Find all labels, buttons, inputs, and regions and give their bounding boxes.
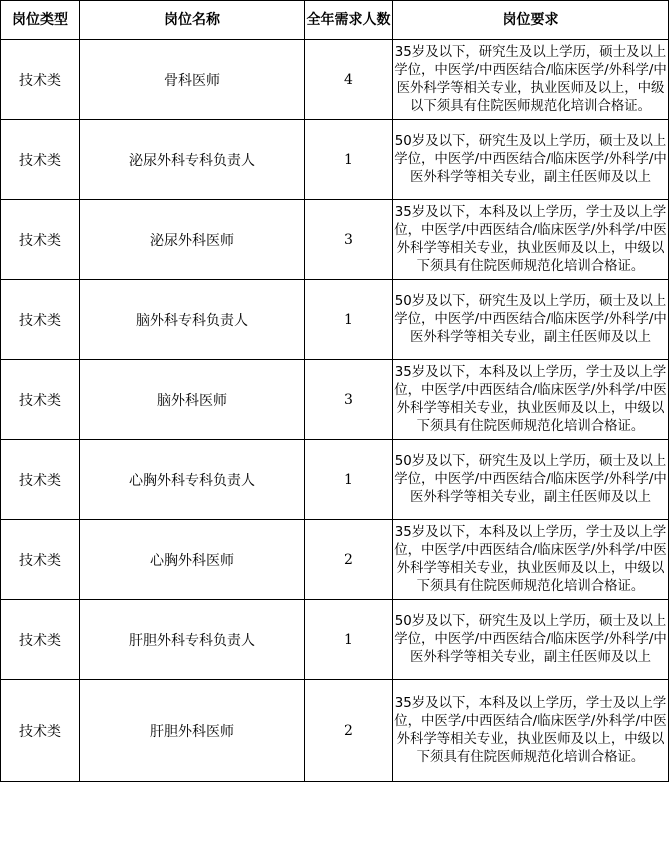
- cell-name: 心胸外科专科负责人: [80, 440, 305, 520]
- cell-requirements: 35岁及以下，本科及以上学历，学士及以上学位，中医学/中西医结合/临床医学/外科学/中医外科学等相关专业，执业医师及以上，中级以下须具有住院医师规范化培训合格证。: [393, 200, 669, 280]
- cell-name: 心胸外科医师: [80, 520, 305, 600]
- table-row: [1, 680, 669, 782]
- table-row: [1, 200, 669, 280]
- header-requirements: 岗位要求: [393, 1, 669, 40]
- cell-type: 技术类: [1, 40, 80, 120]
- cell-count: 2: [305, 520, 393, 600]
- cell-name: 脑外科医师: [80, 360, 305, 440]
- cell-count: 2: [305, 680, 393, 782]
- cell-type: 技术类: [1, 120, 80, 200]
- cell-requirements: 35岁及以下，本科及以上学历，学士及以上学位，中医学/中西医结合/临床医学/外科学/中医外科学等相关专业，执业医师及以上，中级以下须具有住院医师规范化培训合格证。: [393, 680, 669, 782]
- cell-requirements: 35岁及以下，本科及以上学历，学士及以上学位，中医学/中西医结合/临床医学/外科学/中医外科学等相关专业，执业医师及以上，中级以下须具有住院医师规范化培训合格证。: [393, 520, 669, 600]
- table-row: [1, 520, 669, 600]
- cell-count: 1: [305, 120, 393, 200]
- cell-requirements: 35岁及以下，本科及以上学历，学士及以上学位，中医学/中西医结合/临床医学/外科学/中医外科学等相关专业，执业医师及以上，中级以下须具有住院医师规范化培训合格证。: [393, 360, 669, 440]
- cell-count: 1: [305, 280, 393, 360]
- cell-requirements: 50岁及以下，研究生及以上学历，硕士及以上学位，中医学/中西医结合/临床医学/外科学/中医外科学等相关专业，副主任医师及以上: [393, 440, 669, 520]
- table-row: [1, 40, 669, 120]
- cell-type: 技术类: [1, 600, 80, 680]
- cell-name: 泌尿外科医师: [80, 200, 305, 280]
- cell-name: 肝胆外科专科负责人: [80, 600, 305, 680]
- cell-type: 技术类: [1, 440, 80, 520]
- header-row: [1, 1, 669, 40]
- cell-requirements: 50岁及以下，研究生及以上学历，硕士及以上学位，中医学/中西医结合/临床医学/外科学/中医外科学等相关专业，副主任医师及以上: [393, 600, 669, 680]
- cell-name: 泌尿外科专科负责人: [80, 120, 305, 200]
- cell-type: 技术类: [1, 520, 80, 600]
- header-count: 全年需求人数: [305, 1, 393, 40]
- cell-count: 1: [305, 440, 393, 520]
- cell-name: 脑外科专科负责人: [80, 280, 305, 360]
- cell-count: 3: [305, 200, 393, 280]
- table-row: [1, 280, 669, 360]
- header-type: 岗位类型: [1, 1, 80, 40]
- table-row: [1, 360, 669, 440]
- cell-name: 骨科医师: [80, 40, 305, 120]
- cell-count: 3: [305, 360, 393, 440]
- header-name: 岗位名称: [80, 1, 305, 40]
- cell-name: 肝胆外科医师: [80, 680, 305, 782]
- cell-requirements: 50岁及以下，研究生及以上学历，硕士及以上学位，中医学/中西医结合/临床医学/外科学/中医外科学等相关专业，副主任医师及以上: [393, 120, 669, 200]
- cell-type: 技术类: [1, 360, 80, 440]
- cell-type: 技术类: [1, 200, 80, 280]
- table-row: [1, 600, 669, 680]
- table-row: [1, 440, 669, 520]
- cell-type: 技术类: [1, 280, 80, 360]
- cell-type: 技术类: [1, 680, 80, 782]
- cell-requirements: 35岁及以下，研究生及以上学历，硕士及以上学位，中医学/中西医结合/临床医学/外科学/中医外科学等相关专业，执业医师及以上，中级以下须具有住院医师规范化培训合格证。: [393, 40, 669, 120]
- cell-requirements: 50岁及以下，研究生及以上学历，硕士及以上学位，中医学/中西医结合/临床医学/外科学/中医外科学等相关专业，副主任医师及以上: [393, 280, 669, 360]
- table-row: [1, 120, 669, 200]
- cell-count: 4: [305, 40, 393, 120]
- cell-count: 1: [305, 600, 393, 680]
